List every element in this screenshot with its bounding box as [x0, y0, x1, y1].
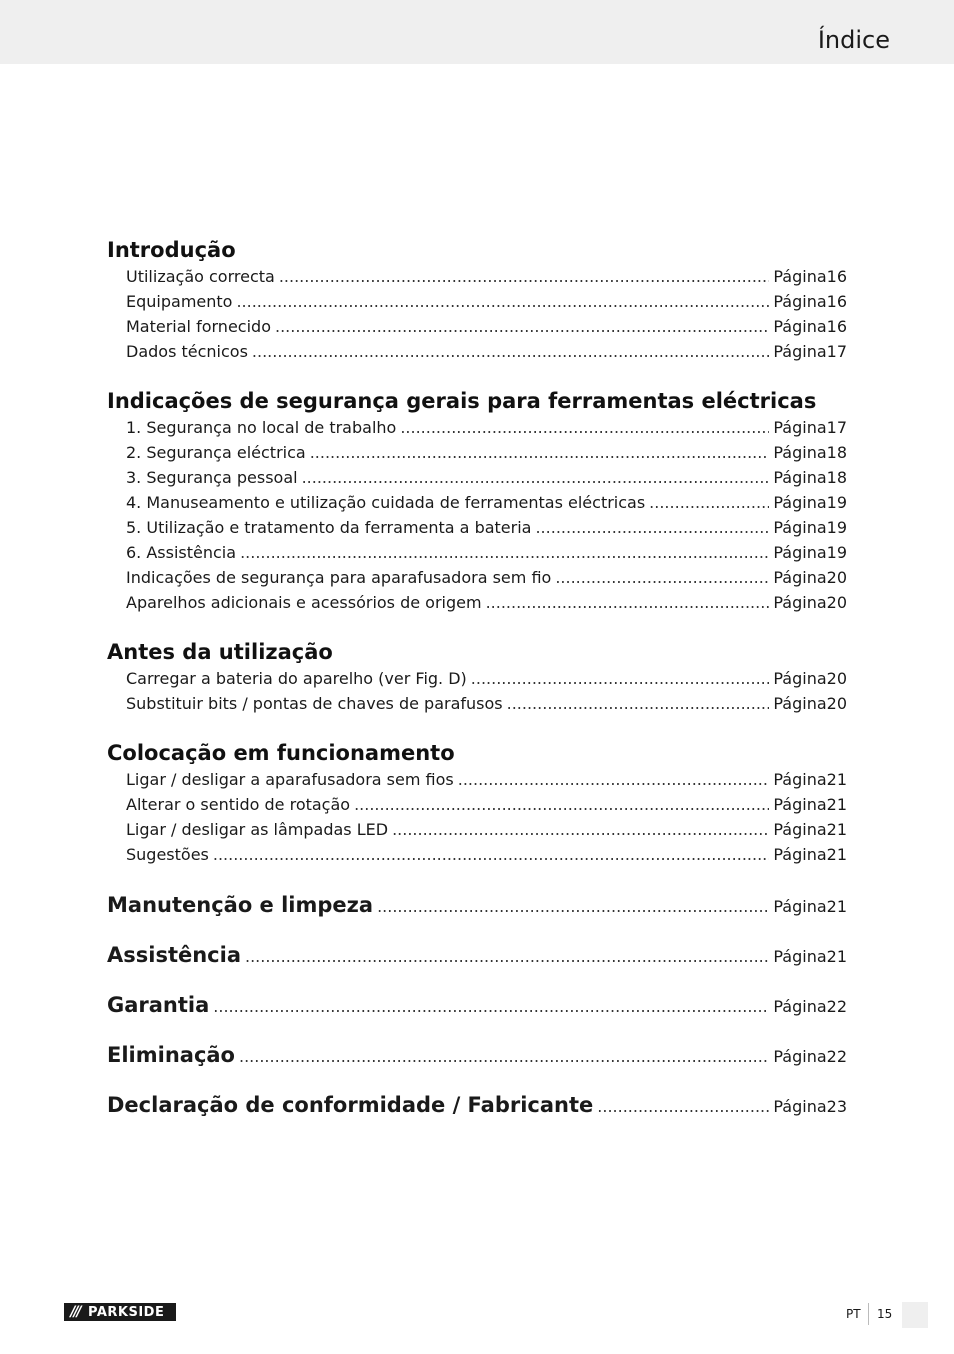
- page-number: 21: [826, 770, 847, 789]
- toc-entry[interactable]: [107, 289, 847, 314]
- table-of-contents: [107, 236, 847, 1140]
- toc-entry[interactable]: [107, 339, 847, 364]
- page-number: 16: [826, 292, 847, 311]
- page-number: 16: [826, 317, 847, 336]
- dot-leader: [275, 314, 769, 339]
- dot-leader: [377, 892, 769, 922]
- toc-entry[interactable]: [107, 817, 847, 842]
- toc-single-garantia[interactable]: [107, 990, 847, 1020]
- dot-leader: [236, 289, 769, 314]
- dot-leader: [302, 465, 770, 490]
- page-word: Página: [773, 770, 827, 789]
- page-number: 20: [826, 669, 847, 688]
- page-number: 20: [826, 593, 847, 612]
- page-word: Página: [773, 543, 827, 562]
- page-number: 19: [826, 543, 847, 562]
- toc-single-manutencao[interactable]: [107, 890, 847, 920]
- entry-text: 4. Manuseamento e utilização cuidada de ferramentas eléctricas: [126, 493, 646, 512]
- page-number: 17: [826, 418, 847, 437]
- dot-leader: [486, 590, 770, 615]
- logo-slashes-icon: ///: [70, 1304, 80, 1320]
- page-word: Página: [773, 897, 827, 916]
- toc-section-introducao: [107, 236, 847, 364]
- entry-text: Dados técnicos: [126, 342, 248, 361]
- page-word: Página: [773, 418, 827, 437]
- logo-text: PARKSIDE: [88, 1304, 165, 1320]
- entry-text: Ligar / desligar as lâmpadas LED: [126, 820, 389, 839]
- footer-box: [902, 1302, 928, 1328]
- entry-text: 2. Segurança eléctrica: [126, 443, 306, 462]
- section-heading: Introdução: [107, 238, 236, 262]
- dot-leader: [310, 440, 770, 465]
- entry-text: 3. Segurança pessoal: [126, 468, 298, 487]
- toc-entry[interactable]: [107, 691, 847, 716]
- page-number: 18: [826, 468, 847, 487]
- page-number: 19: [826, 493, 847, 512]
- dot-leader: [213, 992, 769, 1022]
- page-number: 23: [826, 1097, 847, 1116]
- entry-text: Carregar a bateria do aparelho (ver Fig. D): [126, 669, 467, 688]
- page-number: 19: [826, 518, 847, 537]
- page-number: 22: [826, 1047, 847, 1066]
- page-word: Página: [773, 468, 827, 487]
- page-number: 21: [826, 795, 847, 814]
- toc-entry[interactable]: [107, 565, 847, 590]
- entry-text: Aparelhos adicionais e acessórios de origem: [126, 593, 482, 612]
- parkside-logo: [64, 1303, 176, 1321]
- page-word: Página: [773, 568, 827, 587]
- page-word: Página: [773, 947, 827, 966]
- page-number: 22: [826, 997, 847, 1016]
- entry-text: 1. Segurança no local de trabalho: [126, 418, 397, 437]
- toc-entry[interactable]: [107, 490, 847, 515]
- page-number: 21: [826, 845, 847, 864]
- entry-text: Utilização correcta: [126, 267, 275, 286]
- page-word: Página: [773, 669, 827, 688]
- toc-entry[interactable]: [107, 767, 847, 792]
- page-word: Página: [773, 820, 827, 839]
- entry-text: Sugestões: [126, 845, 209, 864]
- page-number: 21: [826, 820, 847, 839]
- page-word: Página: [773, 1097, 827, 1116]
- dot-leader: [252, 339, 769, 364]
- dot-leader: [555, 565, 769, 590]
- toc-single-declaracao[interactable]: [107, 1090, 847, 1120]
- page-number: 17: [826, 342, 847, 361]
- section-heading: Manutenção e limpeza: [107, 893, 374, 917]
- toc-section-funcionamento: [107, 739, 847, 867]
- toc-entry[interactable]: [107, 590, 847, 615]
- toc-entry[interactable]: [107, 666, 847, 691]
- dot-leader: [400, 415, 769, 440]
- toc-entry[interactable]: [107, 792, 847, 817]
- page-number: 16: [826, 267, 847, 286]
- footer-divider: [868, 1303, 869, 1325]
- page-number-footer: 15: [877, 1307, 893, 1321]
- page-number: 20: [826, 694, 847, 713]
- dot-leader: [240, 540, 769, 565]
- page-word: Página: [773, 317, 827, 336]
- entry-text: Equipamento: [126, 292, 233, 311]
- toc-entry[interactable]: [107, 515, 847, 540]
- toc-entry[interactable]: [107, 440, 847, 465]
- dot-leader: [279, 264, 770, 289]
- page-word: Página: [773, 518, 827, 537]
- page-word: Página: [773, 997, 827, 1016]
- toc-entry[interactable]: [107, 415, 847, 440]
- dot-leader: [392, 817, 769, 842]
- language-code: PT: [846, 1307, 861, 1321]
- section-heading: Declaração de conformidade / Fabricante: [107, 1093, 594, 1117]
- toc-entry[interactable]: [107, 842, 847, 867]
- page-word: Página: [773, 443, 827, 462]
- toc-entry[interactable]: [107, 540, 847, 565]
- page-word: Página: [773, 1047, 827, 1066]
- header-band: [0, 0, 954, 64]
- entry-text: Substituir bits / pontas de chaves de parafusos: [126, 694, 503, 713]
- dot-leader: [471, 666, 770, 691]
- section-heading: Indicações de segurança gerais para ferramentas eléctricas: [107, 389, 817, 413]
- page-number: 18: [826, 443, 847, 462]
- toc-entry[interactable]: [107, 314, 847, 339]
- section-heading: Antes da utilização: [107, 640, 333, 664]
- toc-entry[interactable]: [107, 264, 847, 289]
- toc-entry[interactable]: [107, 465, 847, 490]
- toc-section-seguranca: [107, 387, 847, 615]
- page-word: Página: [773, 694, 827, 713]
- entry-text: 5. Utilização e tratamento da ferramenta a bateria: [126, 518, 532, 537]
- page-word: Página: [773, 292, 827, 311]
- dot-leader: [458, 767, 770, 792]
- section-heading: Colocação em funcionamento: [107, 741, 455, 765]
- page-word: Página: [773, 795, 827, 814]
- page-word: Página: [773, 342, 827, 361]
- toc-section-antes-utilizacao: [107, 638, 847, 716]
- page-title: Índice: [817, 26, 890, 54]
- dot-leader: [507, 691, 770, 716]
- dot-leader: [239, 1042, 769, 1072]
- dot-leader: [649, 490, 769, 515]
- page-word: Página: [773, 267, 827, 286]
- toc-single-assistencia[interactable]: [107, 940, 847, 970]
- entry-text: Indicações de segurança para aparafusadora sem fio: [126, 568, 552, 587]
- page-number: 21: [826, 897, 847, 916]
- page-word: Página: [773, 593, 827, 612]
- page-number: 21: [826, 947, 847, 966]
- section-heading: Assistência: [107, 943, 241, 967]
- entry-text: Material fornecido: [126, 317, 271, 336]
- dot-leader: [245, 942, 769, 972]
- page-number: 20: [826, 568, 847, 587]
- entry-text: 6. Assistência: [126, 543, 237, 562]
- section-heading: Eliminação: [107, 1043, 235, 1067]
- dot-leader: [535, 515, 769, 540]
- toc-single-eliminacao[interactable]: [107, 1040, 847, 1070]
- entry-text: Alterar o sentido de rotação: [126, 795, 351, 814]
- dot-leader: [597, 1092, 769, 1122]
- dot-leader: [354, 792, 769, 817]
- section-heading: Garantia: [107, 993, 210, 1017]
- page-word: Página: [773, 845, 827, 864]
- page-word: Página: [773, 493, 827, 512]
- entry-text: Ligar / desligar a aparafusadora sem fios: [126, 770, 454, 789]
- dot-leader: [213, 842, 769, 867]
